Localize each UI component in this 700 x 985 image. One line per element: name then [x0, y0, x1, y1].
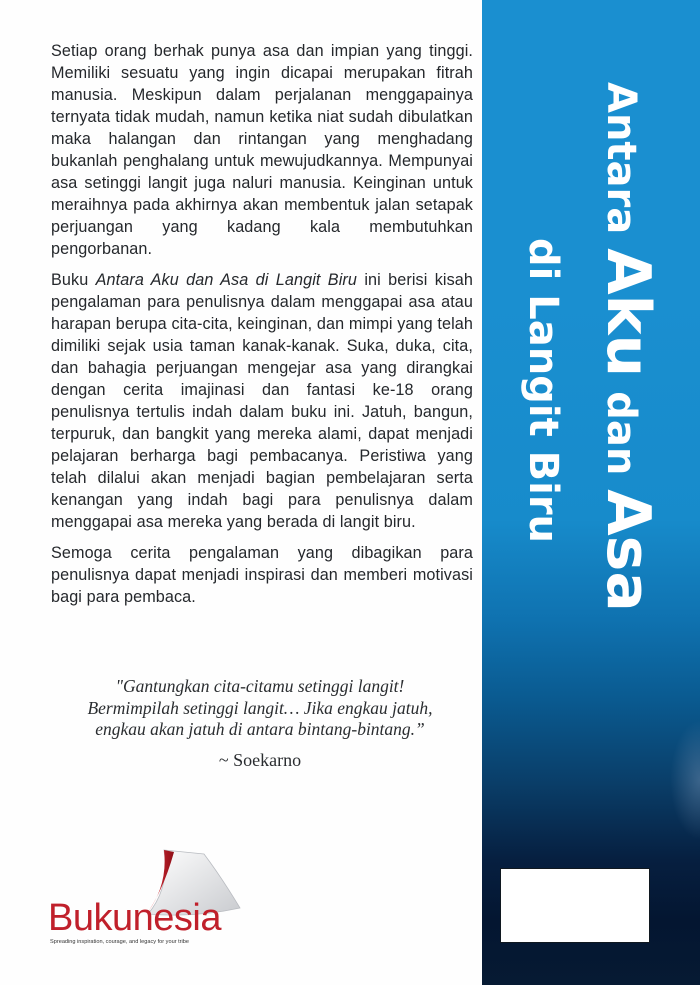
title-line-2: di Langit Biru [520, 238, 566, 544]
book-title-italic: Antara Aku dan Asa di Langit Biru [95, 271, 357, 289]
quote-line-3: engkau akan jatuh di antara bintang-bintang.” [95, 719, 425, 739]
quote-author: ~ Soekarno [218, 749, 302, 770]
title-line-1 [591, 82, 663, 612]
blurb-paragraph-1: Setiap orang berhak punya asa dan impian yang tinggi. Memiliki sesuatu yang ingin dicapai merupakan fitrah manusia. Meskipun dalam perjalanan menggapainya ternyata tidak mudah, namun ketika niat sudah dibulatkan maka halangan dan rintangan yang menghadang bukanlah penghalang untuk mewujudkannya. Mempunyai asa setinggi langit juga naluri manusia. Keinginan untuk meraihnya pada akhirnya akan membentuk jalan setapak perjuangan yang kadang kala membutuhkan pengorbanan. [51, 42, 473, 258]
title-word-asa: Asa [593, 489, 663, 612]
title-word-dan: dan [598, 377, 644, 490]
blurb-paragraph-3: Semoga cerita pengalaman yang dibagikan para penulisnya dapat menjadi inspirasi dan memberi motivasi bagi para pembaca. [51, 544, 473, 606]
blurb-prefix: Buku [51, 271, 96, 289]
quote-line-2: Bermimpilah setinggi langit… Jika engkau jatuh, [87, 697, 433, 718]
light-glow [670, 720, 700, 840]
quote-line-1: "Gantungkan cita-citamu setinggi langit! [115, 676, 405, 696]
barcode-placeholder [500, 868, 650, 943]
publisher-name: Bukunesia [48, 897, 221, 939]
publisher-tagline: Spreading inspiration, courage, and legacy for your tribe [50, 939, 189, 945]
title-word-aku: Aku [593, 248, 663, 378]
blurb-suffix: ini berisi kisah pengalaman para penulisnya dalam menggapai asa atau harapan berupa cita-cita, keinginan, dan mimpi yang telah dimiliki sejak usia taman kanak-kanak. Suka, duka, cita, dan bahagia perjuangan mengejar asa yang dirangkai dengan cerita imajinasi dan fantasi ke-18 orang penulisnya tertulis indah dalam buku ini. Jatuh, bangun, terpuruk, dan bangkit yang mereka alami, dapat menjadi pelajaran berharga bagi pembacanya. Peristiwa yang telah dilalui akan menjadi bagian pembelajaran serta kenangan yang indah bagi para penulisnya dalam menggapai asa mereka yang berada di langit biru. [51, 271, 474, 531]
title-word-antara: Antara [598, 82, 644, 249]
